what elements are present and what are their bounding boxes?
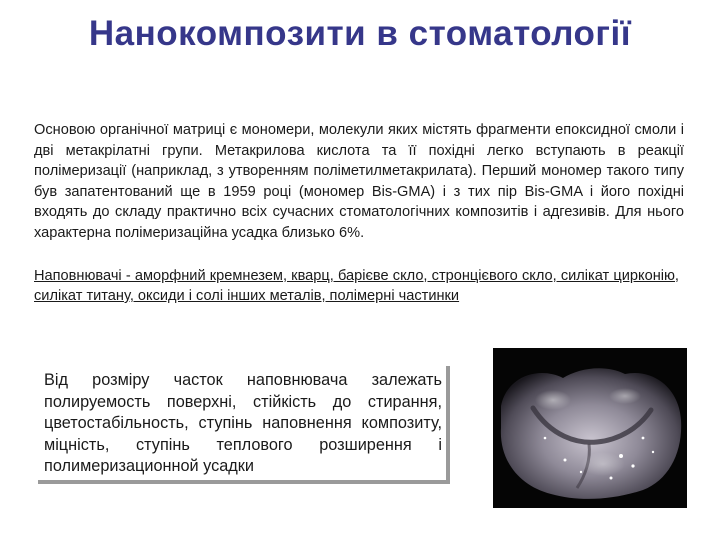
tooth-surface-photo: [493, 348, 687, 508]
monomer-paragraph: Основою органічної матриці є мономери, молекули яких містять фрагменти епоксидної смоли і дві метакрілатні групи. Метакрилова кислота та її похідні легко вступають в реакції полімеризації (наприклад, з утворенням поліметилметакрилата). Перший мономер такого типу був запатентований ще в 1959 році (мономер Bis-GMA) і з тих пір Bis-GMA і його похідні входять до складу практично всіх сучасних стоматологічних композитів і адгезивів. Для нього характерна полімеризаційна усадка близько 6%.: [34, 122, 684, 241]
slide-title: Нанокомпозити в стоматології: [88, 14, 632, 53]
filler-size-note: Від розміру часток наповнювача залежать полируемость поверхні, стійкість до стирання, цветостабільность, ступінь наповнення композиту, міцність, ступінь теплового розширення і полимеризационной усадки: [44, 371, 442, 475]
fillers-paragraph: Наповнювачі - аморфний кремнезем, кварц, барієве скло, стронцієвого скло, силікат цирконію, силікат титану, оксиди і солі інших металів, полімерні частинки: [34, 268, 679, 304]
tooth-surface-image: [493, 348, 687, 508]
filler-size-note-box: [34, 362, 446, 480]
